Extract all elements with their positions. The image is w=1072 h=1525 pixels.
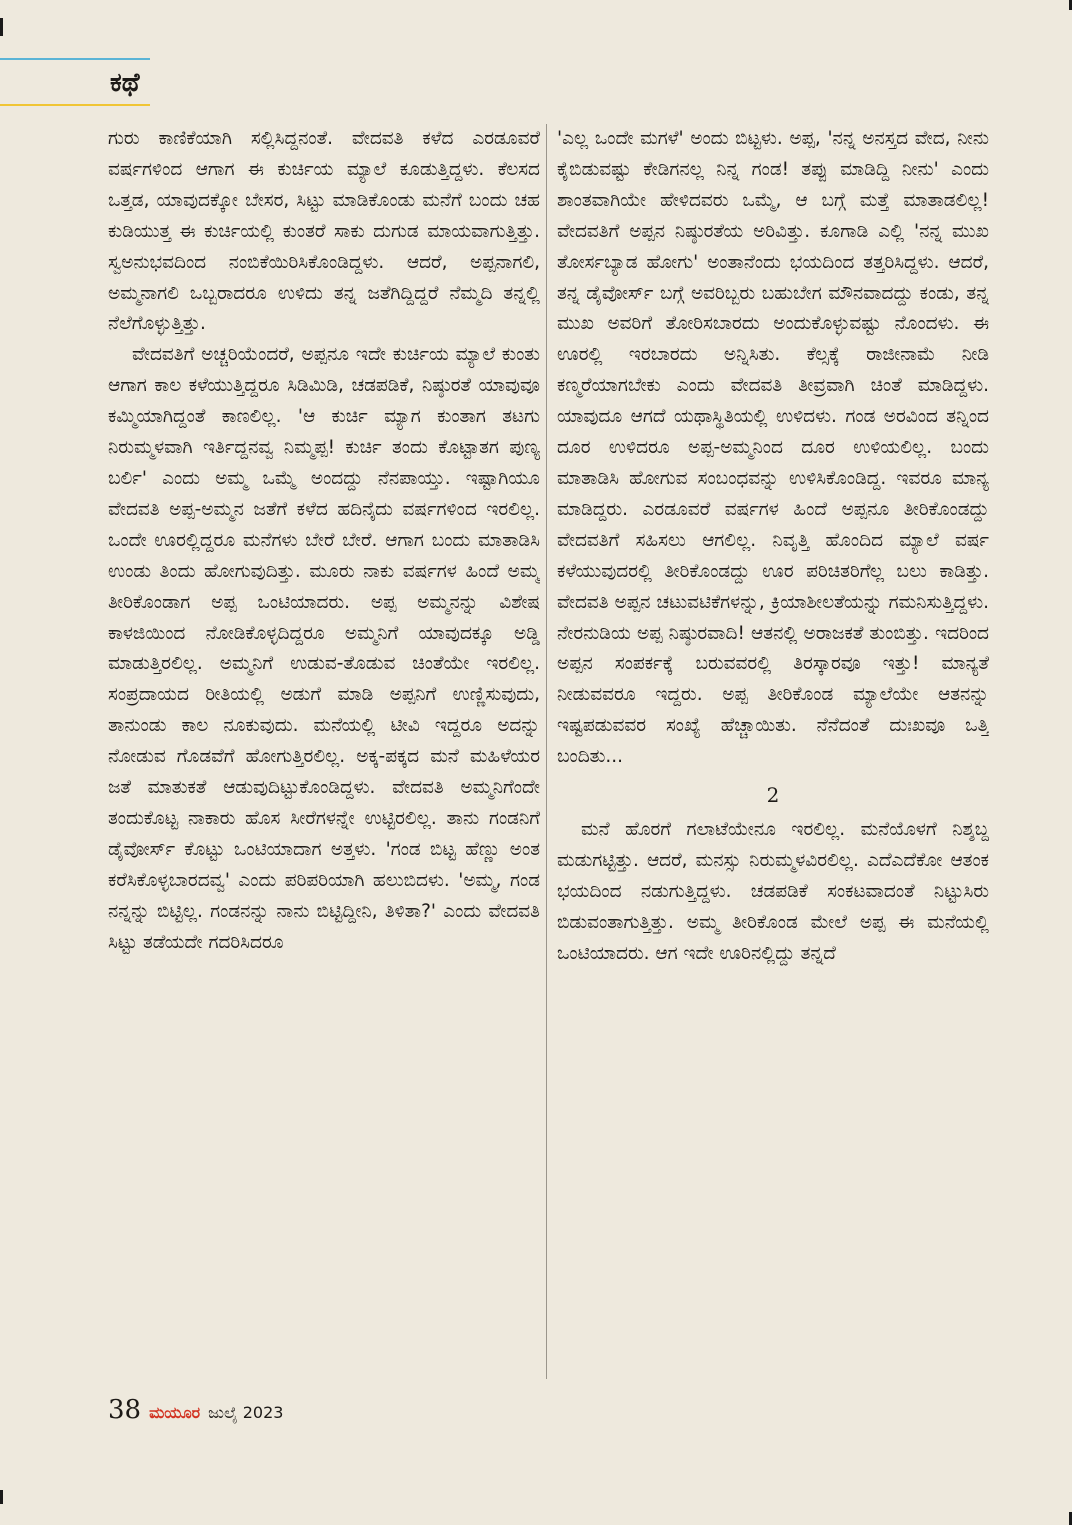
paragraph: ಮನೆ ಹೊರಗೆ ಗಲಾಟೆಯೇನೂ ಇರಲಿಲ್ಲ. ಮನೆಯೊಳಗೆ ನಿಶ್ಶಬ್ದ ಮಡುಗಟ್ಟಿತ್ತು. ಆದರೆ, ಮನಸ್ಸು ನಿರುಮ್ಮಳವಿರಲಿಲ್ಲ. ಎದೆಎದೆಕೋ ಆತಂಕ ಭಯದಿಂದ ನಡುಗುತ್ತಿದ್ದಳು. ಚಡಪಡಿಕೆ ಸಂಕಟವಾದಂತೆ ನಿಟ್ಟುಸಿರು ಬಿಡುವಂತಾಗುತ್ತಿತ್ತು. ಅಮ್ಮ ತೀರಿಕೊಂಡ ಮೇಲೆ ಅಪ್ಪ ಈ ಮನೆಯಲ್ಲಿ ಒಂಟಿಯಾದರು. ಆಗ ಇದೇ ಊರಿನಲ್ಲಿದ್ದು ತನ್ನದೆ — [557, 819, 989, 964]
header-rule-blue — [0, 58, 150, 60]
paragraph: ಗುರು ಕಾಣಿಕೆಯಾಗಿ ಸಲ್ಲಿಸಿದ್ದನಂತೆ. ವೇದವತಿ ಕಳೆದ ಎರಡೂವರೆ ವರ್ಷಗಳಿಂದ ಆಗಾಗ ಈ ಕುರ್ಚಿಯ ಮ್ಯಾಲೆ ಕೂಡುತ್ತಿದ್ದಳು. ಕೆಲಸದ ಒತ್ತಡ, ಯಾವುದಕ್ಕೋ ಬೇಸರ, ಸಿಟ್ಟು ಮಾಡಿಕೊಂಡು ಮನೆಗೆ ಬಂದು ಚಹ ಕುಡಿಯುತ್ತ ಈ ಕುರ್ಚಿಯಲ್ಲಿ ಕುಂತರೆ ಸಾಕು ದುಗುಡ ಮಾಯವಾಗುತ್ತಿತ್ತು. ಸ್ವಅನುಭವದಿಂದ ನಂಬಿಕೆಯಿರಿಸಿಕೊಂಡಿದ್ದಳು. ಆದರೆ, ಅಪ್ಪನಾಗಲಿ, ಅಮ್ಮನಾಗಲಿ ಒಬ್ಬರಾದರೂ ಉಳಿದು ತನ್ನ ಜತೆಗಿದ್ದಿದ್ದರೆ ನೆಮ್ಮದಿ ತನ್ನಲ್ಲಿ ನೆಲೆಗೊಳ್ಳುತ್ತಿತ್ತು. — [108, 128, 540, 335]
paragraph: 'ಎಲ್ಲ ಒಂದೇ ಮಗಳೆ' ಅಂದು ಬಿಟ್ಟಳು. ಅಪ್ಪ, 'ನನ್ನ ಅನಸ್ತದ ವೇದ, ನೀನು ಕೈಬಿಡುವಷ್ಟು ಕೇಡಿಗನಲ್ಲ ನಿನ್ನ ಗಂಡ! ತಪ್ಪು ಮಾಡಿದ್ದಿ ನೀನು' ಎಂದು ಶಾಂತವಾಗಿಯೇ ಹೇಳಿದವರು ಒಮ್ಮೆ, ಆ ಬಗ್ಗೆ ಮತ್ತೆ ಮಾತಾಡಲಿಲ್ಲ! ವೇದವತಿಗೆ ಅಪ್ಪನ ನಿಷ್ಠುರತೆಯ ಅರಿವಿತ್ತು. ಕೂಗಾಡಿ ಎಲ್ಲಿ 'ನನ್ನ ಮುಖ ತೋರ್ಸಬ್ಯಾಡ ಹೋಗು' ಅಂತಾನೆಂದು ಭಯದಿಂದ ತತ್ತರಿಸಿದ್ದಳು. ಆದರೆ, ತನ್ನ ಡೈವೋರ್ಸ್ ಬಗ್ಗೆ ಅವರಿಬ್ಬರು ಬಹುಬೇಗ ಮೌನವಾದದ್ದು ಕಂಡು, ತನ್ನ ಮುಖ ಅವರಿಗೆ ತೋರಿಸಬಾರದು ಅಂದುಕೊಳ್ಳುವಷ್ಟು ನೊಂದಳು. ಈ ಊರಲ್ಲಿ ಇರಬಾರದು ಅನ್ನಿಸಿತು. ಕೆಲ್ಸಕ್ಕೆ ರಾಜೀನಾಮೆ ನೀಡಿ ಕಣ್ಮರೆಯಾಗಬೇಕು ಎಂದು ವೇದವತಿ ತೀವ್ರವಾಗಿ ಚಿಂತೆ ಮಾಡಿದ್ದಳು. ಯಾವುದೂ ಆಗದೆ ಯಥಾಸ್ಥಿತಿಯಲ್ಲಿ ಉಳಿದಳು. ಗಂಡ ಅರವಿಂದ ತನ್ನಿಂದ ದೂರ ಉಳಿದರೂ ಅಪ್ಪ-ಅಮ್ಮನಿಂದ ದೂರ ಉಳಿಯಲಿಲ್ಲ. ಬಂದು ಮಾತಾಡಿಸಿ ಹೋಗುವ ಸಂಬಂಧವನ್ನು ಉಳಿಸಿಕೊಂಡಿದ್ದ. ಇವರೂ ಮಾನ್ಯ ಮಾಡಿದ್ದರು. ಎರಡೂವರೆ ವರ್ಷಗಳ ಹಿಂದೆ ಅಪ್ಪನೂ ತೀರಿಕೊಂಡದ್ದು ವೇದವತಿಗೆ ಸಹಿಸಲು ಆಗಲಿಲ್ಲ. ನಿವೃತ್ತಿ ಹೊಂದಿದ ಮ್ಯಾಲೆ ವರ್ಷ ಕಳೆಯುವುದರಲ್ಲಿ ತೀರಿಕೊಂಡದ್ದು ಊರ ಪರಿಚಿತರಿಗೆಲ್ಲ ಬಲು ಕಾಡಿತ್ತು. ವೇದವತಿ ಅಪ್ಪನ ಚಟುವಟಿಕೆಗಳನ್ನು, ಕ್ರಿಯಾಶೀಲತೆಯನ್ನು ಗಮನಿಸುತ್ತಿದ್ದಳು. ನೇರನುಡಿಯ ಅಪ್ಪ ನಿಷ್ಠುರವಾದಿ! ಆತನಲ್ಲಿ ಅರಾಜಕತೆ ತುಂಬಿತ್ತು. ಇದರಿಂದ ಅಪ್ಪನ ಸಂಪರ್ಕಕ್ಕೆ ಬರುವವರಲ್ಲಿ ತಿರಸ್ಕಾರವೂ ಇತ್ತು! ಮಾನ್ಯತೆ ನೀಡುವವರೂ ಇದ್ದರು. ಅಪ್ಪ ತೀರಿಕೊಂಡ ಮ್ಯಾಲೆಯೇ ಆತನನ್ನು ಇಷ್ಟಪಡುವವರ ಸಂಖ್ಯೆ ಹೆಚ್ಚಾಯಿತು. ನೆನೆದಂತೆ ದುಃಖವೂ ಒತ್ತಿ ಬಂದಿತು... — [557, 128, 989, 768]
magazine-name: ಮಯೂರ — [149, 1403, 201, 1422]
paragraph: ವೇದವತಿಗೆ ಅಚ್ಚರಿಯೆಂದರೆ, ಅಪ್ಪನೂ ಇದೇ ಕುರ್ಚಿಯ ಮ್ಯಾಲೆ ಕುಂತು ಆಗಾಗ ಕಾಲ ಕಳೆಯುತ್ತಿದ್ದರೂ ಸಿಡಿಮಿಡಿ, ಚಡಪಡಿಕೆ, ನಿಷ್ಠುರತೆ ಯಾವುವೂ ಕಮ್ಮಿಯಾಗಿದ್ದಂತೆ ಕಾಣಲಿಲ್ಲ. 'ಆ ಕುರ್ಚಿ ಮ್ಯಾಗ ಕುಂತಾಗ ತಟಗು ನಿರುಮ್ಮಳವಾಗಿ ಇರ್ತಿದ್ದನವ್ವ ನಿಮ್ಮಪ್ಪ! ಕುರ್ಚಿ ತಂದು ಕೊಟ್ಟಾತಗ ಪುಣ್ಯ ಬರ್ಲಿ' ಎಂದು ಅಮ್ಮ ಒಮ್ಮೆ ಅಂದದ್ದು ನೆನಪಾಯ್ತು. ಇಷ್ಟಾಗಿಯೂ ವೇದವತಿ ಅಪ್ಪ-ಅಮ್ಮನ ಜತೆಗೆ ಕಳೆದ ಹದಿನೈದು ವರ್ಷಗಳಿಂದ ಇರಲಿಲ್ಲ. ಒಂದೇ ಊರಲ್ಲಿದ್ದರೂ ಮನೆಗಳು ಬೇರೆ ಬೇರೆ. ಆಗಾಗ ಬಂದು ಮಾತಾಡಿಸಿ ಉಂಡು ತಿಂದು ಹೋಗುವುದಿತ್ತು. ಮೂರು ನಾಕು ವರ್ಷಗಳ ಹಿಂದೆ ಅಮ್ಮ ತೀರಿಕೊಂಡಾಗ ಅಪ್ಪ ಒಂಟಿಯಾದರು. ಅಪ್ಪ ಅಮ್ಮನನ್ನು ವಿಶೇಷ ಕಾಳಜಿಯಿಂದ ನೋಡಿಕೊಳ್ಳದಿದ್ದರೂ ಅಮ್ಮನಿಗೆ ಯಾವುದಕ್ಕೂ ಅಡ್ಡಿ ಮಾಡುತ್ತಿರಲಿಲ್ಲ. ಅಮ್ಮನಿಗೆ ಉಡುವ-ತೊಡುವ ಚಿಂತೆಯೇ ಇರಲಿಲ್ಲ. ಸಂಪ್ರದಾಯದ ರೀತಿಯಲ್ಲಿ ಅಡುಗೆ ಮಾಡಿ ಅಪ್ಪನಿಗೆ ಉಣ್ಣಿಸುವುದು, ತಾನುಂಡು ಕಾಲ ನೂಕುವುದು. ಮನೆಯಲ್ಲಿ ಟೀವಿ ಇದ್ದರೂ ಅದನ್ನು ನೋಡುವ ಗೊಡವೆಗೆ ಹೋಗುತ್ತಿರಲಿಲ್ಲ. ಅಕ್ಕ-ಪಕ್ಕದ ಮನೆ ಮಹಿಳೆಯರ ಜತೆ ಮಾತುಕತೆ ಆಡುವುದಿಟ್ಟುಕೊಂಡಿದ್ದಳು. ವೇದವತಿ ಅಮ್ಮನಿಗೆಂದೇ ತಂದುಕೊಟ್ಟ ನಾಕಾರು ಹೊಸ ಸೀರೆಗಳನ್ನೇ ಉಟ್ಟಿರಲಿಲ್ಲ. ತಾನು ಗಂಡನಿಗೆ ಡೈವೋರ್ಸ್ ಕೊಟ್ಟು ಒಂಟಿಯಾದಾಗ ಅತ್ತಳು. 'ಗಂಡ ಬಿಟ್ಟ ಹೆಣ್ಣು ಅಂತ ಕರೆಸಿಕೊಳ್ಳಬಾರದವ್ವ' ಎಂದು ಪರಿಪರಿಯಾಗಿ ಹಲುಬಿದಳು. 'ಅಮ್ಮ, ಗಂಡ ನನ್ನನ್ನು ಬಿಟ್ಟಿಲ್ಲ. ಗಂಡನನ್ನು ನಾನು ಬಿಟ್ಟಿದ್ದೀನಿ, ತಿಳಿತಾ?' ಎಂದು ವೇದವತಿ ಸಿಟ್ಟು ತಡೆಯದೇ ಗದರಿಸಿದರೂ — [108, 344, 540, 953]
issue-date: ಜುಲೈ 2023 — [208, 1403, 284, 1422]
left-column — [108, 124, 540, 1379]
crop-mark — [0, 18, 3, 36]
column-divider — [546, 124, 547, 1379]
page-footer — [108, 1395, 283, 1425]
header-rule-yellow — [0, 104, 150, 106]
page-number: 38 — [108, 1395, 142, 1425]
crop-mark — [0, 1490, 3, 1504]
right-column — [557, 124, 989, 1379]
section-number: 2 — [766, 783, 780, 808]
section-label: ಕಥೆ — [110, 68, 140, 98]
